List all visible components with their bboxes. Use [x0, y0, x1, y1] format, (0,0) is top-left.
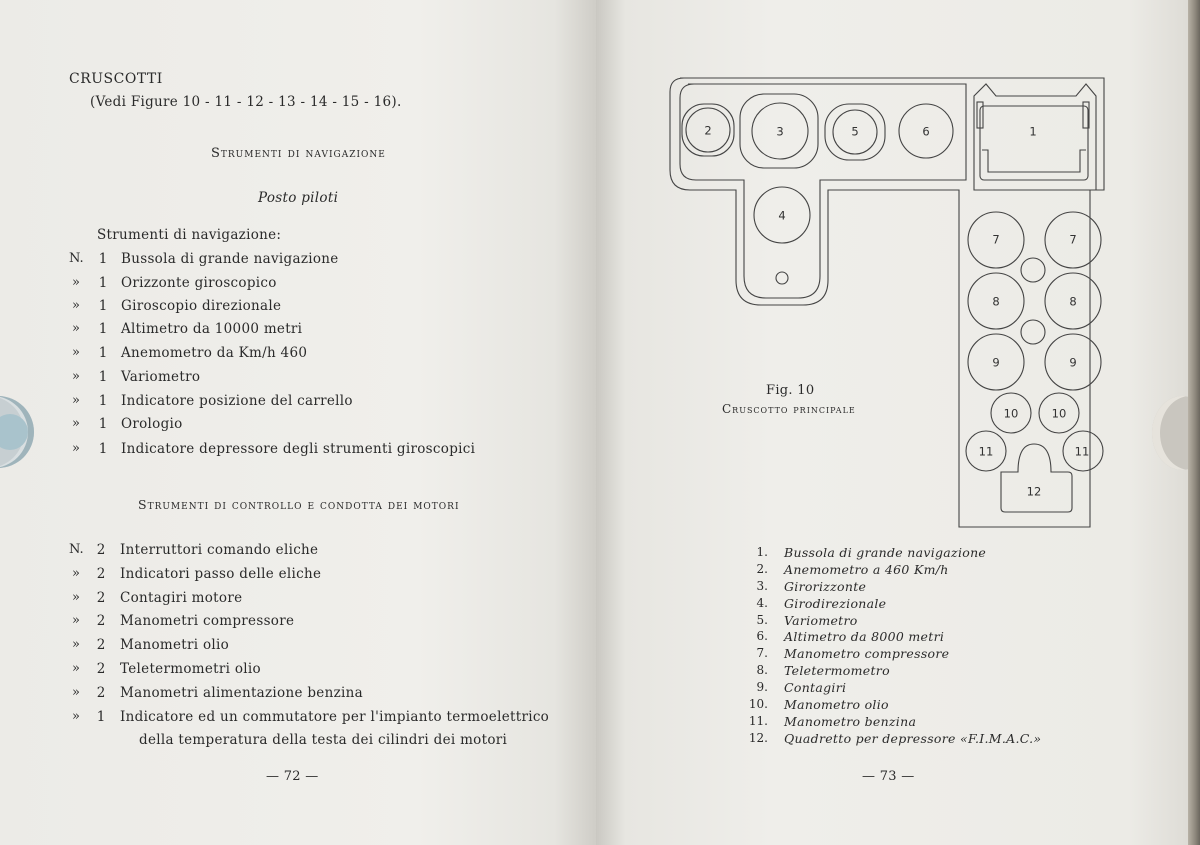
engine-section-title: Strumenti di controllo e condotta dei motori [138, 497, 460, 512]
list-item-continuation: della temperatura della testa dei cilindri dei motori [139, 732, 508, 748]
gauge-label: 11 [1074, 444, 1090, 459]
gauge-12-box [1001, 444, 1072, 512]
nav-section-title: Strumenti di navigazione [211, 146, 386, 161]
gauge-label: 4 [778, 208, 786, 223]
gauge-label: 9 [992, 355, 1000, 370]
gauge-label: 7 [992, 232, 1000, 247]
panel-inner-outline [680, 84, 966, 298]
pillar-knob [776, 272, 788, 284]
gauge-label: 10 [1051, 406, 1067, 421]
nav-section-subtitle: Posto piloti [258, 190, 339, 206]
gauge-label: 1 [1029, 124, 1037, 139]
gauge-label: 3 [776, 124, 784, 139]
right-page: 2 3 5 6 1 4 7 7 8 8 9 9 10 10 11 11 12 Fig. 10 Cruscotto principale 1. Bussola di grande navigazione 2. Anemometro a 460 Km/h 3. Girorizzonte 4. Girodirezionale 5. Variometro 6. Altimetro da 8000 metri 7. Manometro compressore 8. Teletermometro 9. Contagiri 10. Manometro olio 11. Manometro benzina 12. Quadretto per depressore «F.I.M.A.C.» — 73 — [596, 0, 1188, 845]
gauge-label: 2 [704, 123, 712, 138]
section-heading: CRUSCOTTI [69, 71, 163, 87]
left-thumb-tab [0, 396, 34, 468]
panel-outline [670, 78, 1104, 527]
figure-reference: (Vedi Figure 10 - 11 - 12 - 13 - 14 - 15 - 16). [90, 94, 402, 110]
left-page: CRUSCOTTI (Vedi Figure 10 - 11 - 12 - 13 - 14 - 15 - 16). Strumenti di navigazione Posto piloti Strumenti di navigazione: N. 1 Bussola di grande navigazione » 1 Orizzonte giroscopico » 1 Giroscopio direzionale » 1 Altimetro da 10000 metri » 1 Anemometro da Km/h 460 » 1 Variometro » 1 Indicatore posizione del carrello » 1 Orologio » 1 Indicatore depressore degli strumenti giroscopici Strumenti di controllo e condotta dei motori N. 2 Interruttori comando eliche » 2 Indicatori passo delle eliche » 2 Contagiri motore » 2 Manometri compressore » 2 Manometri olio » 2 Teletermometri olio » 2 Manometri alimentazione benzina » 1 Indicatore ed un commutatore per l'impianto termoelettrico della temperatura della testa dei cilindri dei motori — 72 — [0, 0, 596, 845]
gauge-label: 11 [978, 444, 994, 459]
figure-label: Fig. 10 [766, 383, 815, 398]
nav-section-intro: Strumenti di navigazione: [97, 227, 282, 243]
gauge-label: 5 [851, 124, 859, 139]
book-edge [1188, 0, 1200, 845]
gauge-label: 9 [1069, 355, 1077, 370]
figure-caption: Cruscotto principale [722, 402, 856, 416]
page-number: — 73 — [862, 769, 915, 784]
small-knob-2 [1021, 320, 1045, 344]
gauge-label: 6 [922, 124, 930, 139]
page-number: — 72 — [266, 769, 319, 784]
gauge-label: 12 [1026, 484, 1042, 499]
gauge-label: 10 [1003, 406, 1019, 421]
gauge-label: 8 [992, 294, 1000, 309]
gauge-label: 7 [1069, 232, 1077, 247]
small-knob-1 [1021, 258, 1045, 282]
gauge-label: 8 [1069, 294, 1077, 309]
